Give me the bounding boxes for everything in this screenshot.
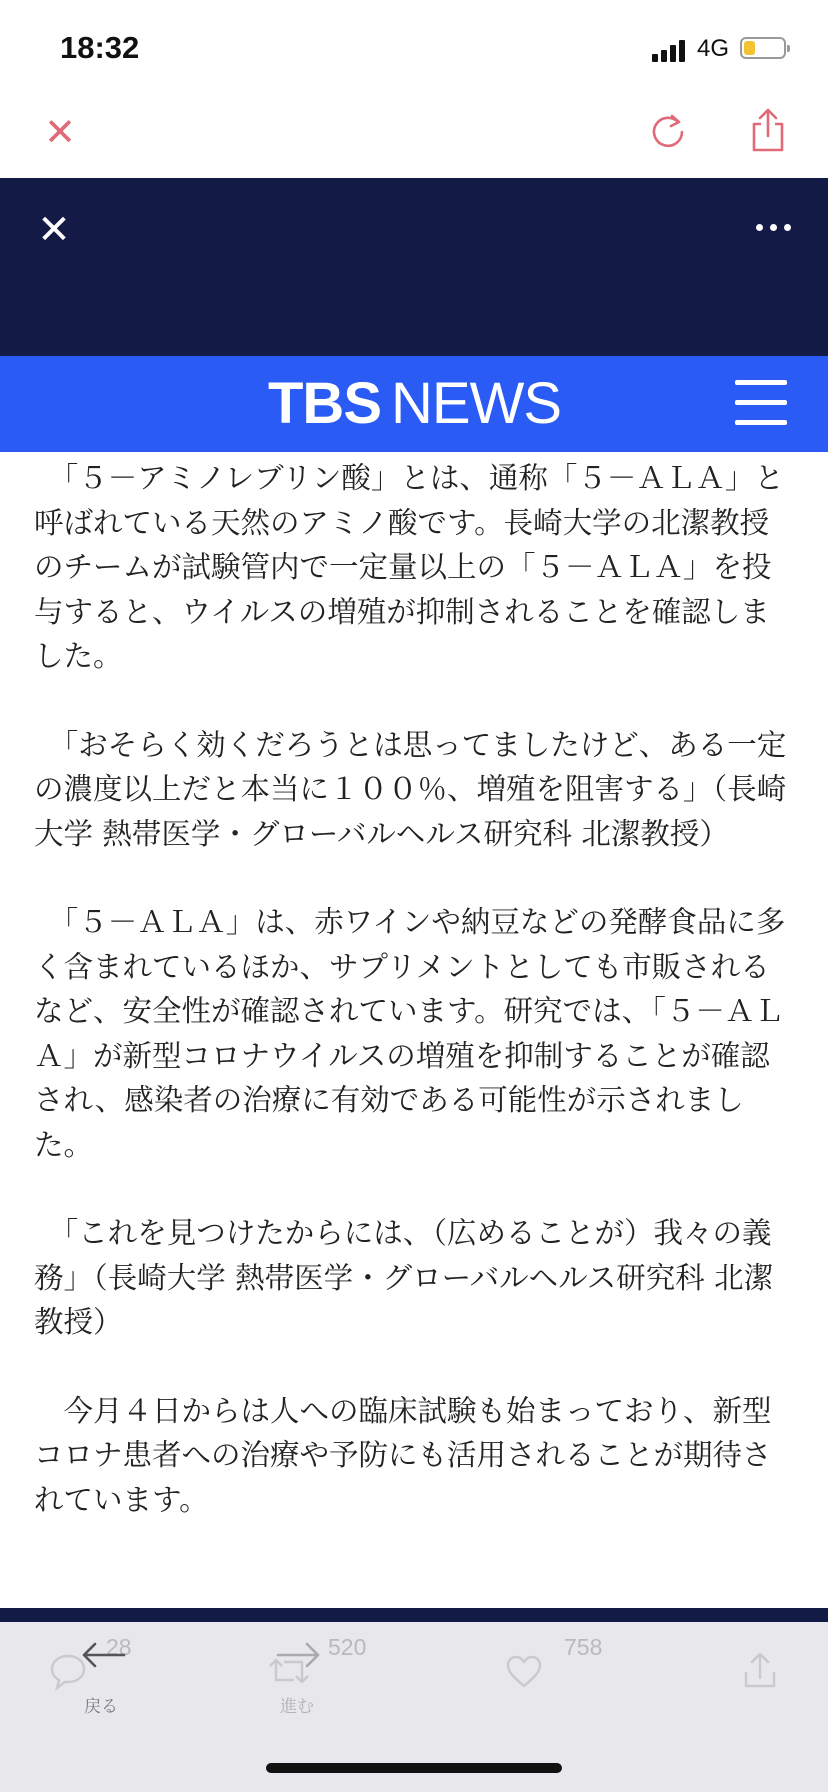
home-indicator[interactable] bbox=[266, 1763, 562, 1773]
battery-icon bbox=[740, 37, 786, 59]
comment-count: 28 bbox=[106, 1634, 132, 1660]
signal-icon bbox=[652, 38, 692, 62]
like-count: 758 bbox=[564, 1634, 603, 1660]
network-type: 4G bbox=[697, 35, 730, 62]
close-icon[interactable]: ✕ bbox=[37, 207, 71, 253]
article-paragraph: 「これを見つけたからには、（広めることが）我々の義務」（長崎大学 熱帯医学・グローバルヘルス研究科 北潔教授） bbox=[34, 1216, 774, 1339]
footer-strip bbox=[0, 1608, 828, 1622]
logo-light: NEWS bbox=[391, 371, 561, 436]
more-icon[interactable] bbox=[752, 212, 796, 242]
status-time: 18:32 bbox=[60, 30, 140, 65]
share-icon[interactable] bbox=[740, 1646, 780, 1696]
reload-icon[interactable] bbox=[648, 110, 688, 150]
share-icon[interactable] bbox=[748, 106, 788, 154]
site-logo[interactable] bbox=[268, 370, 561, 438]
close-icon[interactable]: ✕ bbox=[44, 110, 76, 154]
browser-toolbar bbox=[0, 100, 828, 178]
forward-arrow-icon[interactable] bbox=[276, 1640, 322, 1670]
heart-icon[interactable] bbox=[504, 1646, 544, 1696]
forward-label[interactable]: 進む bbox=[280, 1697, 314, 1717]
article-body bbox=[34, 452, 794, 1604]
article-paragraph: 「おそらく効くだろうとは思ってましたけど、ある一定の濃度以上だと本当に１００％、増殖を阻害する」（長崎大学 熱帯医学・グローバルヘルス研究科 北潔教授） bbox=[34, 727, 787, 851]
logo-bold: TBS bbox=[268, 371, 381, 436]
article-paragraph: 今月４日からは人への臨床試験も始まっており、新型コロナ患者への治療や予防にも活用されることが期待されています。 bbox=[34, 1393, 772, 1517]
hamburger-menu-icon[interactable] bbox=[735, 380, 787, 426]
status-bar bbox=[0, 0, 828, 100]
article-paragraph: 「５－ＡＬＡ」は、赤ワインや納豆などの発酵食品に多く含まれているほか、サプリメントとしても市販されるなど、安全性が確認されています。研究では、「５－ＡＬＡ」が新型コロナウイルスの増殖を抑制することが確認され、感染者の治療に有効である可能性が示されました。 bbox=[34, 905, 786, 1162]
back-arrow-icon[interactable] bbox=[80, 1640, 126, 1670]
article-paragraph: 「５－アミノレブリン酸」とは、通称「５－ＡＬＡ」と呼ばれている天然のアミノ酸です。長崎大学の北潔教授のチームが試験管内で一定量以上の「５－ＡＬＡ」を投与すると、ウイルスの増殖が抑制されることを確認しました。 bbox=[34, 461, 784, 673]
site-banner bbox=[0, 356, 828, 452]
retweet-count: 520 bbox=[328, 1634, 367, 1660]
back-label[interactable]: 戻る bbox=[84, 1697, 118, 1717]
webview-header bbox=[0, 178, 828, 356]
